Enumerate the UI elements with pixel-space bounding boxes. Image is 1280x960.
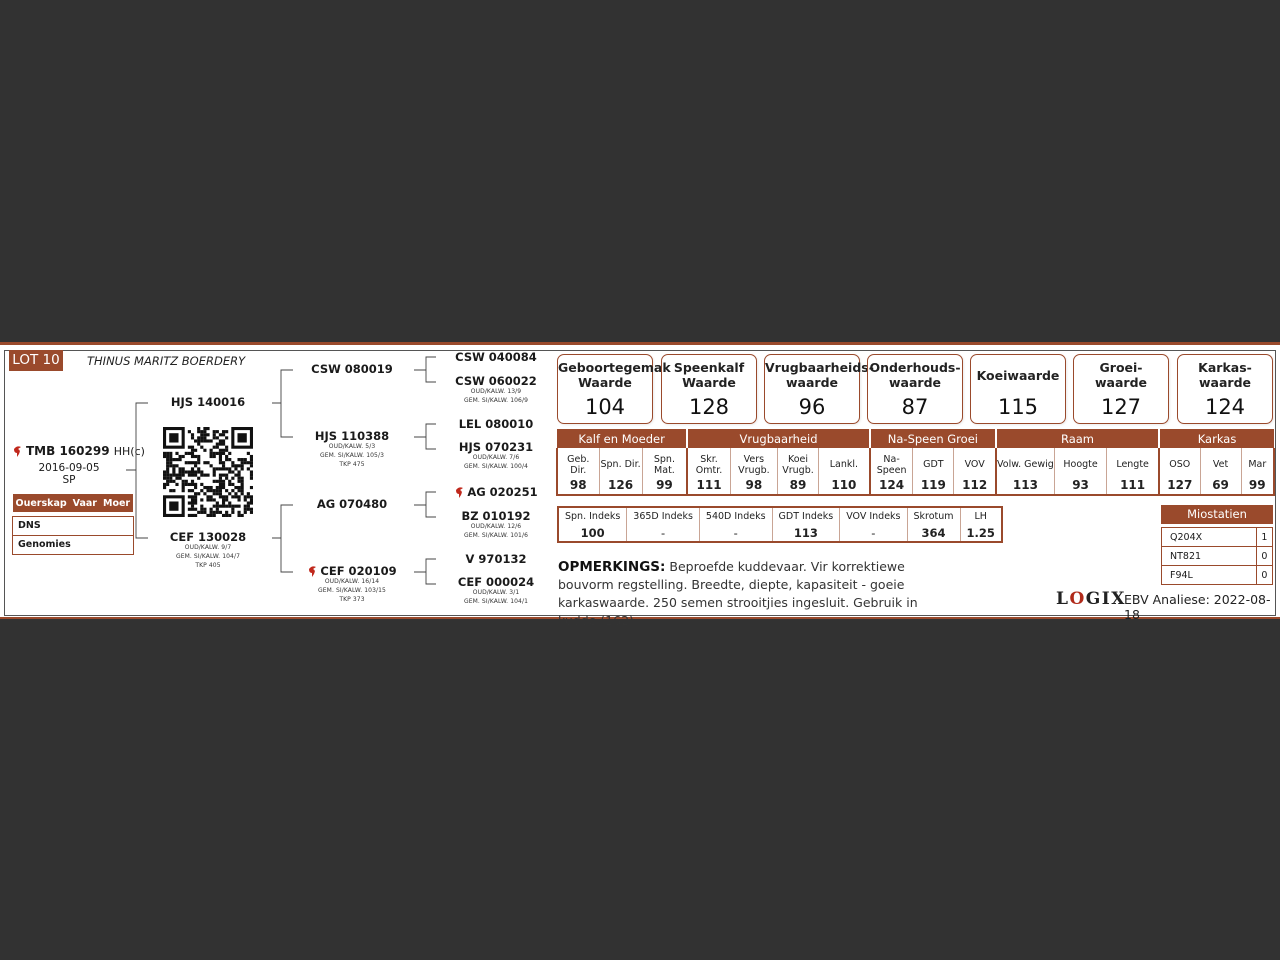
- ebv-trait-label: Spn. Dir.: [600, 459, 641, 470]
- ebv-cell: [870, 448, 913, 495]
- ebv-group-header: Karkas: [1159, 429, 1274, 448]
- ebv-trait-label: VOV: [964, 459, 985, 470]
- ebv-group-header: Vrugbaarheid: [687, 429, 870, 448]
- parentage-row-dns: DNS: [13, 516, 134, 535]
- ebv-cell: [599, 448, 642, 495]
- index-card-value: 124: [1204, 395, 1246, 419]
- ebv-cell: [730, 448, 777, 495]
- ebv-cell: [1107, 448, 1159, 495]
- pedigree-dam-sub2: GEM. SI/KALW. 104/7: [175, 552, 240, 560]
- ebv-trait-label: Lengte: [1116, 459, 1149, 470]
- pedigree-dam-sub3: TKP 405: [195, 561, 221, 569]
- miostatien-label: F94L: [1162, 566, 1257, 585]
- ebv-cell: [954, 448, 996, 495]
- pedigree-dsd-name: BZ 010192: [461, 509, 531, 523]
- pedigree-dam-sub1: OUD/KALW. 9/7: [184, 544, 232, 551]
- ebv-trait-value: 98: [569, 477, 587, 492]
- parentage-row-genomies: Genomies: [13, 535, 134, 554]
- pedigree-sss-name: CSW 040084: [455, 350, 537, 364]
- index-value: -: [699, 524, 772, 542]
- index-card-label-line2: waarde: [888, 375, 941, 390]
- index-card-value: 128: [688, 395, 730, 419]
- logix-logo[interactable]: LOGIX: [1056, 589, 1126, 609]
- ebv-trait-value: 98: [745, 477, 763, 492]
- index-card: [1177, 354, 1273, 424]
- ebv-cell: [642, 448, 687, 495]
- miostatien-label: Q204X: [1162, 528, 1257, 547]
- pedigree-sd-sub3: TKP 475: [339, 460, 365, 468]
- ebv-trait-label: Hoogte: [1063, 459, 1098, 470]
- pedigree-ddd[interactable]: [431, 575, 561, 607]
- ebv-cell: [819, 448, 870, 495]
- index-card-label-line2: Waarde: [682, 375, 736, 390]
- pedigree-sds-name: LEL 080010: [458, 417, 534, 431]
- ebv-trait-value: 113: [1012, 477, 1038, 492]
- index-label: GDT Indeks: [772, 507, 840, 524]
- index-card-label-line2: waarde: [785, 375, 838, 390]
- parentage-header: Ouerskap: [13, 494, 70, 512]
- pedigree-dd-sub2: GEM. SI/KALW. 103/15: [318, 586, 386, 594]
- miostatien-title: Miostatien: [1161, 505, 1273, 524]
- index-value: 100: [580, 525, 605, 540]
- pedigree-ddd-sub2: GEM. SI/KALW. 104/1: [463, 597, 528, 605]
- ebv-trait-value: 127: [1167, 477, 1193, 492]
- pedigree-sd[interactable]: [287, 429, 417, 469]
- ebv-trait-value: 93: [1072, 477, 1089, 492]
- pedigree-sd-name: HJS 110388: [314, 429, 390, 443]
- pedigree-ssd-sub1: OUD/KALW. 13/9: [470, 388, 522, 395]
- index-card-value: 96: [798, 395, 826, 419]
- pedigree-ddd-sub1: OUD/KALW. 3/1: [472, 589, 520, 596]
- index-label: 365D Indeks: [627, 507, 700, 524]
- parentage-header-dam: Moer: [100, 494, 133, 512]
- pedigree-dd-sub1: OUD/KALW. 16/14: [324, 578, 380, 585]
- index-card-label: [765, 360, 874, 390]
- animal-id-text: TMB 160299: [26, 444, 110, 458]
- ebv-trait-value: 111: [696, 477, 722, 492]
- ebv-trait-value: 89: [789, 477, 807, 492]
- ebv-trait-value: 111: [1120, 477, 1146, 492]
- pedigree-ssd-name: CSW 060022: [455, 374, 537, 388]
- index-card-value: 87: [901, 395, 929, 419]
- pedigree-dss-name: AG 020251: [467, 485, 538, 499]
- pedigree-bracket-dam: [272, 505, 293, 572]
- miostatien-row: [1162, 566, 1273, 585]
- animal-tag: HH(c): [113, 445, 145, 458]
- pedigree-ds-name: AG 070480: [316, 497, 388, 511]
- index-value: -: [840, 524, 907, 542]
- index-label: VOV Indeks: [840, 507, 907, 524]
- index-card: [970, 354, 1066, 424]
- pedigree-dd[interactable]: [287, 564, 417, 604]
- miostatien-value: 0: [1256, 547, 1272, 566]
- pedigree-sdd-name: HJS 070231: [458, 440, 534, 454]
- index-value: -: [627, 524, 700, 542]
- ebv-table: [556, 429, 1275, 496]
- index-card-label: [971, 368, 1065, 383]
- index-card-label: [1074, 360, 1168, 390]
- index-card: [1073, 354, 1169, 424]
- index-card-label: [868, 360, 962, 390]
- index-value: 113: [772, 524, 840, 542]
- ebv-trait-label: OSO: [1169, 459, 1191, 470]
- pedigree-ds[interactable]: [287, 497, 417, 511]
- pedigree-ddd-name: CEF 000024: [457, 575, 535, 589]
- ebv-trait-value: 124: [879, 477, 905, 492]
- ebv-group-header: Kalf en Moeder: [557, 429, 687, 448]
- ebv-group-header: Na-Speen Groei: [870, 429, 996, 448]
- ebv-trait-label: Skr. Omtr.: [695, 453, 723, 476]
- ebv-trait-value: 99: [656, 477, 673, 492]
- pedigree-sds[interactable]: [431, 417, 561, 431]
- index-card: [661, 354, 757, 424]
- miostatien-value: 0: [1256, 566, 1272, 585]
- ebv-trait-value: 110: [831, 477, 857, 492]
- ebv-trait-label: Na-Speen: [876, 453, 907, 476]
- pedigree-sire-name: HJS 140016: [170, 395, 246, 409]
- index-card-value: 115: [997, 395, 1039, 419]
- index-card-label-line2: waarde: [1094, 375, 1147, 390]
- index-card-label-line1: Koeiwaarde: [976, 368, 1060, 383]
- pedigree-sire[interactable]: [143, 395, 273, 409]
- pedigree-dds[interactable]: [431, 552, 561, 566]
- ebv-group-header: Raam: [996, 429, 1159, 448]
- pedigree-ssd-sub2: GEM. SI/KALW. 106/9: [463, 396, 528, 404]
- remarks-heading: OPMERKINGS:: [558, 559, 666, 575]
- index-card-label-line2: Waarde: [578, 375, 632, 390]
- index-card-label: [662, 360, 756, 390]
- ebv-trait-label: Spn. Mat.: [653, 453, 675, 476]
- pedigree-dsd[interactable]: [431, 509, 561, 541]
- pedigree-sdd[interactable]: [431, 440, 561, 472]
- ebv-trait-value: 119: [920, 477, 946, 492]
- index-label: 540D Indeks: [699, 507, 772, 524]
- ebv-cell: [557, 448, 599, 495]
- index-card-label-line1: Geboortegemak: [558, 360, 671, 375]
- index-card: [764, 354, 874, 424]
- pedigree-dsd-sub1: OUD/KALW. 12/6: [470, 523, 522, 530]
- pedigree-bracket-sire: [272, 370, 293, 437]
- ebv-trait-label: Vet: [1212, 459, 1229, 470]
- index-label: LH: [960, 507, 1002, 524]
- indices-table: [557, 506, 1003, 543]
- lot-badge: LOT 10: [9, 350, 63, 371]
- pedigree-dam-name: CEF 130028: [169, 530, 247, 544]
- ebv-trait-value: 126: [608, 477, 634, 492]
- ebv-cell: [687, 448, 730, 495]
- animal-type: SP: [62, 474, 76, 486]
- pedigree-sd-sub1: OUD/KALW. 5/3: [328, 443, 376, 450]
- ebv-trait-value: 99: [1248, 477, 1266, 492]
- pedigree-dd-line: [287, 564, 417, 578]
- ebv-cell: [1159, 448, 1200, 495]
- ebv-analysis-date: EBV Analiese: 2022-08-18: [1124, 592, 1271, 622]
- ebv-trait-label: Volw. Gewig: [997, 459, 1054, 470]
- ebv-trait-label: Koei Vrugb.: [782, 453, 814, 476]
- ebv-cell: [1241, 448, 1274, 495]
- pedigree-dd-sub3: TKP 373: [339, 595, 365, 603]
- pedigree-sss[interactable]: [431, 350, 561, 364]
- index-card-label-line1: Karkas-: [1198, 360, 1252, 375]
- ebv-trait-label: Lankl.: [829, 459, 859, 470]
- bull-icon: [454, 486, 465, 498]
- pedigree-ss-name: CSW 080019: [311, 362, 393, 376]
- pedigree-dam[interactable]: [143, 530, 273, 570]
- index-label: Skrotum: [907, 507, 960, 524]
- pedigree-ss[interactable]: [287, 362, 417, 376]
- index-card-label-line1: Onderhouds-: [869, 360, 961, 375]
- pedigree-sdd-sub1: OUD/KALW. 7/6: [472, 454, 520, 461]
- miostatien-row: [1162, 547, 1273, 566]
- remarks: [558, 558, 946, 630]
- miostatien-value: 1: [1256, 528, 1272, 547]
- parentage-header-sire: Vaar: [70, 494, 100, 512]
- pedigree-sdd-sub2: GEM. SI/KALW. 100/4: [463, 462, 528, 470]
- farm-name: THINUS MARITZ BOERDERY: [87, 354, 246, 368]
- ebv-cell: [996, 448, 1054, 495]
- index-card-value: 127: [1100, 395, 1142, 419]
- ebv-trait-label: Vers Vrugb.: [738, 453, 770, 476]
- ebv-trait-value: 112: [962, 477, 988, 492]
- ebv-cell: [777, 448, 818, 495]
- index-value: 1.25: [960, 524, 1002, 542]
- ebv-cell: [913, 448, 954, 495]
- pedigree-sd-sub2: GEM. SI/KALW. 105/3: [319, 451, 384, 459]
- ebv-trait-label: Mar: [1248, 459, 1267, 470]
- pedigree-dss-line: [431, 485, 561, 499]
- index-card-label-line1: Groei-: [1099, 360, 1143, 375]
- pedigree-dd-name: CEF 020109: [320, 564, 397, 578]
- ebv-cell: [1054, 448, 1106, 495]
- miostatien-row: [1162, 528, 1273, 547]
- index-card-value: 104: [584, 395, 626, 419]
- bull-icon: [307, 565, 318, 577]
- index-card-label-line1: Speenkalf: [673, 360, 745, 375]
- miostatien-label: NT821: [1162, 547, 1257, 566]
- pedigree-dsd-sub2: GEM. SI/KALW. 101/6: [463, 531, 528, 539]
- pedigree-ssd[interactable]: [431, 374, 561, 406]
- index-card-label: [558, 360, 671, 390]
- ebv-cell: [1200, 448, 1241, 495]
- ebv-trait-value: 69: [1212, 477, 1229, 492]
- index-card: [867, 354, 963, 424]
- pedigree-dds-name: V 970132: [465, 552, 527, 566]
- pedigree-dss[interactable]: [431, 485, 561, 499]
- index-card: [557, 354, 671, 424]
- index-label: Spn. Indeks: [565, 510, 621, 522]
- index-card-label-line1: Vrugbaarheids-: [765, 360, 874, 375]
- index-card-label: [1178, 360, 1272, 390]
- index-card-label-line2: waarde: [1198, 375, 1251, 390]
- remarks-text: Beproefde kuddevaar. Vir korrektiewe bouvorm regstelling. Breedte, diepte, kapasiteit - goeie karkaswaarde. 250 semen strooitjies ingesluit. Gebruik in kudde (162): [558, 559, 918, 628]
- pedigree-bracket-parents: [126, 403, 148, 538]
- index-value: 364: [907, 524, 960, 542]
- ebv-trait-label: GDT: [923, 459, 944, 470]
- ebv-trait-label: Geb. Dir.: [567, 453, 590, 476]
- animal-birth-date: 2016-09-05: [38, 462, 100, 474]
- miostatien-table: [1161, 527, 1273, 585]
